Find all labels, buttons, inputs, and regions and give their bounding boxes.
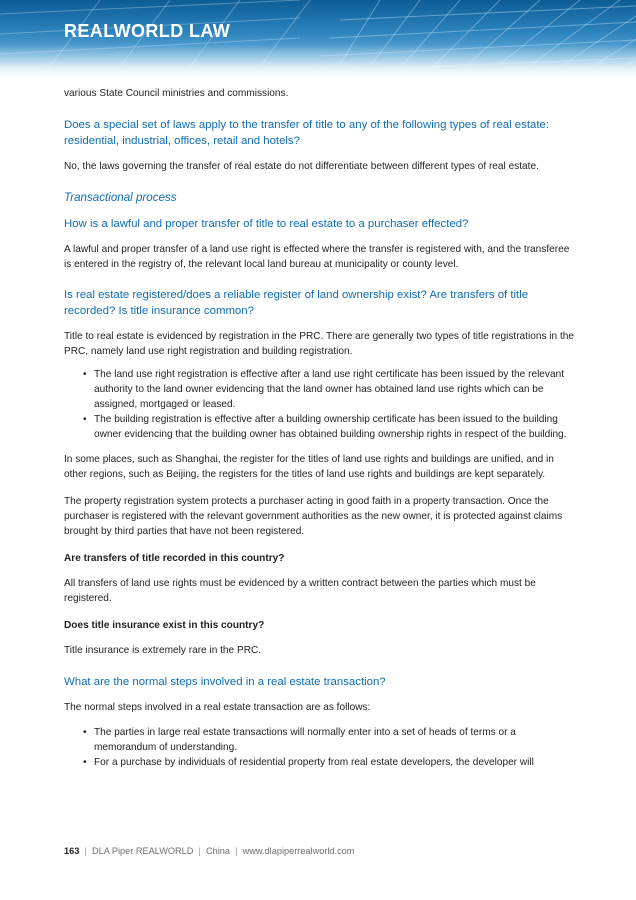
page-number: 163 <box>64 846 80 856</box>
question-insurance: Does title insurance exist in this country? <box>64 620 265 631</box>
steps-bullet-list <box>64 725 579 770</box>
list-item: • The building registration is effective after a building ownership certificate has been issued to the building owner evidencing that the building owner has obtained building ownership rights in respect of the building. <box>83 414 567 440</box>
protection-paragraph: The property registration system protects a purchaser acting in good faith in a property transaction. Once the purchaser is registered with the relevant government authorities as the new owner, it is protected against claims brought by third parties that have not been registered. <box>64 496 563 537</box>
bullet-icon: • <box>83 369 87 380</box>
question-recorded: Are transfers of title recorded in this country? <box>64 553 285 564</box>
question-special-laws: Does a special set of laws apply to the transfer of title to any of the following types of real estate: residential, industrial, offices, retail and hotels? <box>64 119 549 147</box>
page-footer <box>64 846 354 856</box>
answer-lawful-transfer: A lawful and proper transfer of a land use right is effected where the transfer is registered with, and the transferee is entered in the registry of, the relevant local land bureau at municipality or county level. <box>64 244 570 270</box>
answer-steps: The normal steps involved in a real estate transaction are as follows: <box>64 702 371 713</box>
answer-recorded: All transfers of land use rights must be evidenced by a written contract between the parties which must be registered. <box>64 578 536 604</box>
footer-separator: | <box>198 846 201 856</box>
question-register: Is real estate registered/does a reliable register of land ownership exist? Are transfers of title recorded? Is title insurance common? <box>64 289 529 317</box>
register-bullet-list <box>64 367 579 442</box>
answer-special-laws: No, the laws governing the transfer of real estate do not differentiate between different types of real estate. <box>64 161 539 172</box>
bullet-icon: • <box>83 414 87 425</box>
shanghai-paragraph: In some places, such as Shanghai, the register for the titles of land use rights and buildings are unified, and in other regions, such as Beijing, the registers for the titles of land use rights and buildings are kept separately. <box>64 454 554 480</box>
footer-separator: | <box>84 846 87 856</box>
section-heading: Transactional process <box>64 191 177 204</box>
question-lawful-transfer: How is a lawful and proper transfer of title to real estate to a purchaser effected? <box>64 218 469 230</box>
bullet-icon: • <box>83 757 87 768</box>
footer-country: China <box>206 846 231 856</box>
question-steps: What are the normal steps involved in a real estate transaction? <box>64 676 386 688</box>
header-banner <box>0 0 636 80</box>
intro-paragraph: various State Council ministries and commissions. <box>64 88 289 99</box>
list-item: • The land use right registration is effective after a land use right certificate has been issued by the relevant authority to the land owner evidencing that the land owner has obtained land use rights which can be assigned, mortgaged or leased. <box>83 369 564 410</box>
list-item: • The parties in large real estate transactions will normally enter into a set of heads of terms or a memorandum of understanding. <box>83 727 516 753</box>
list-item: • For a purchase by individuals of residential property from real estate developers, the developer will <box>83 757 534 768</box>
footer-separator: | <box>235 846 238 856</box>
answer-insurance: Title insurance is extremely rare in the PRC. <box>64 645 262 656</box>
article-body <box>64 86 579 770</box>
bullet-icon: • <box>83 727 87 738</box>
answer-register: Title to real estate is evidenced by registration in the PRC. There are generally two types of title registrations in the PRC, namely land use right registration and building registration. <box>64 331 574 357</box>
brand-title: REALWORLD LAW <box>64 21 231 41</box>
footer-url-link[interactable]: www.dlapiperrealworld.com <box>242 846 355 856</box>
footer-publication: DLA Piper REALWORLD <box>91 846 194 856</box>
